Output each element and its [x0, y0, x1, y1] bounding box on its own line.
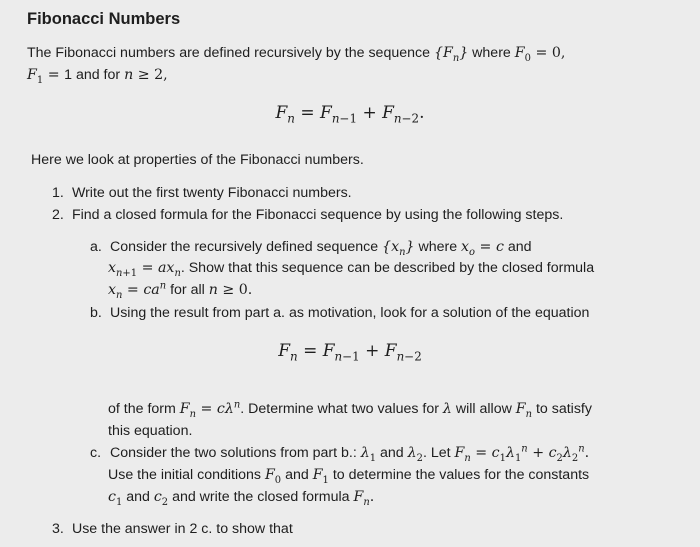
math-x0: $x_o = c$: [461, 239, 504, 258]
page-title: Fibonacci Numbers: [27, 10, 181, 28]
list-number: 1.: [52, 185, 64, 201]
sub-text: . Determine what two values for: [240, 401, 443, 417]
math-fn: $F_n$: [515, 401, 533, 420]
math-f1: $F_1$ =: [27, 67, 65, 86]
sub-text: Consider the recursively defined sequence: [109, 239, 383, 255]
sub-text: and write the closed formula: [168, 489, 354, 505]
sub-text: of the form: [108, 401, 180, 417]
math-recurrence: $x_{n+1} = ax_n$: [108, 260, 181, 279]
math-lambda1: $\lambda_1$: [360, 445, 377, 464]
sub-text: where: [414, 239, 462, 255]
math-c1: $c_1$: [108, 489, 123, 508]
math-f0: $F_0 = 0$,: [514, 45, 566, 64]
list-text: Write out the first twenty Fibonacci numbers.: [71, 185, 352, 201]
sub-item-b-line-1: [90, 304, 589, 322]
math-n-ge-0: n ≥ 0.: [208, 282, 253, 298]
list-text: Use the answer in 2 c. to show that: [71, 521, 293, 537]
math-f0: $F_0$: [264, 467, 282, 486]
intro-line-1: [27, 44, 565, 62]
sub-text: for all: [166, 282, 209, 298]
intro-text: The Fibonacci numbers are defined recursively by the sequence: [27, 45, 434, 61]
sub-item-b-line-2: [108, 400, 592, 418]
math-general-solution: $F_n = c_1\lambda_1^n + c_2\lambda_2^n$.: [454, 443, 590, 464]
math-xn-seq: $\{x_n\}$: [382, 239, 415, 258]
sub-item-a-line-1: [90, 238, 532, 256]
sub-text: Use the initial conditions: [108, 467, 265, 483]
sub-text: . Show that this sequence can be described by the closed formula: [180, 260, 595, 276]
list-item-3: [52, 520, 293, 538]
sub-b-equation: $F_n = F_{n-1} + F_{n-2}$: [278, 341, 422, 364]
sub-text: Consider the two solutions from part b.:: [109, 445, 361, 461]
sub-item-c-line-3: [108, 488, 374, 506]
math-closed-form: $x_n = ca^n$: [108, 280, 167, 301]
main-equation: $F_n = F_{n-1} + F_{n-2}$.: [275, 103, 425, 126]
list-number: 2.: [52, 207, 64, 223]
list-number: 3.: [52, 521, 64, 537]
math-c2: $c_2$: [153, 489, 169, 508]
math-f1: $F_1$: [312, 467, 329, 486]
intro-line-2: [27, 66, 168, 84]
sub-letter: a.: [90, 239, 102, 255]
sub-text: to satisfy: [532, 401, 592, 417]
math-n-ge-2: n ≥ 2,: [124, 67, 168, 83]
sub-text: to determine the values for the constants: [328, 467, 590, 483]
intro-text: 1 and for: [64, 67, 125, 83]
intro-text: where: [468, 45, 515, 61]
math-lambda: λ: [442, 401, 452, 417]
list-item-2: [52, 206, 563, 224]
list-text: Find a closed formula for the Fibonacci sequence by using the following steps.: [71, 207, 564, 223]
math-form: $F_n = c\lambda^n$: [179, 399, 241, 420]
here-text: Here we look at properties of the Fibonacci numbers.: [31, 152, 364, 168]
math-lambda2: $\lambda_2$: [407, 445, 423, 464]
sub-item-c-line-1: [90, 444, 589, 462]
sub-text: Using the result from part a. as motivation, look for a solution of the equation: [109, 305, 590, 321]
math-fn: $F_n$.: [353, 489, 375, 508]
sub-item-b-line-3: this equation.: [108, 423, 193, 439]
sub-text: . Let: [422, 445, 455, 461]
sub-text: and: [281, 467, 313, 483]
sub-item-c-line-2: [108, 466, 589, 484]
sub-text: and: [376, 445, 408, 461]
sub-item-a-line-2: [108, 259, 594, 277]
math-sequence: $\{F_n\}$: [433, 45, 469, 64]
sub-text: and: [122, 489, 154, 505]
sub-letter: b.: [90, 305, 102, 321]
sub-item-a-line-3: [108, 281, 252, 299]
sub-text: will allow: [451, 401, 516, 417]
list-item-1: [52, 184, 352, 202]
sub-letter: c.: [90, 445, 102, 461]
sub-text: and: [503, 239, 532, 255]
